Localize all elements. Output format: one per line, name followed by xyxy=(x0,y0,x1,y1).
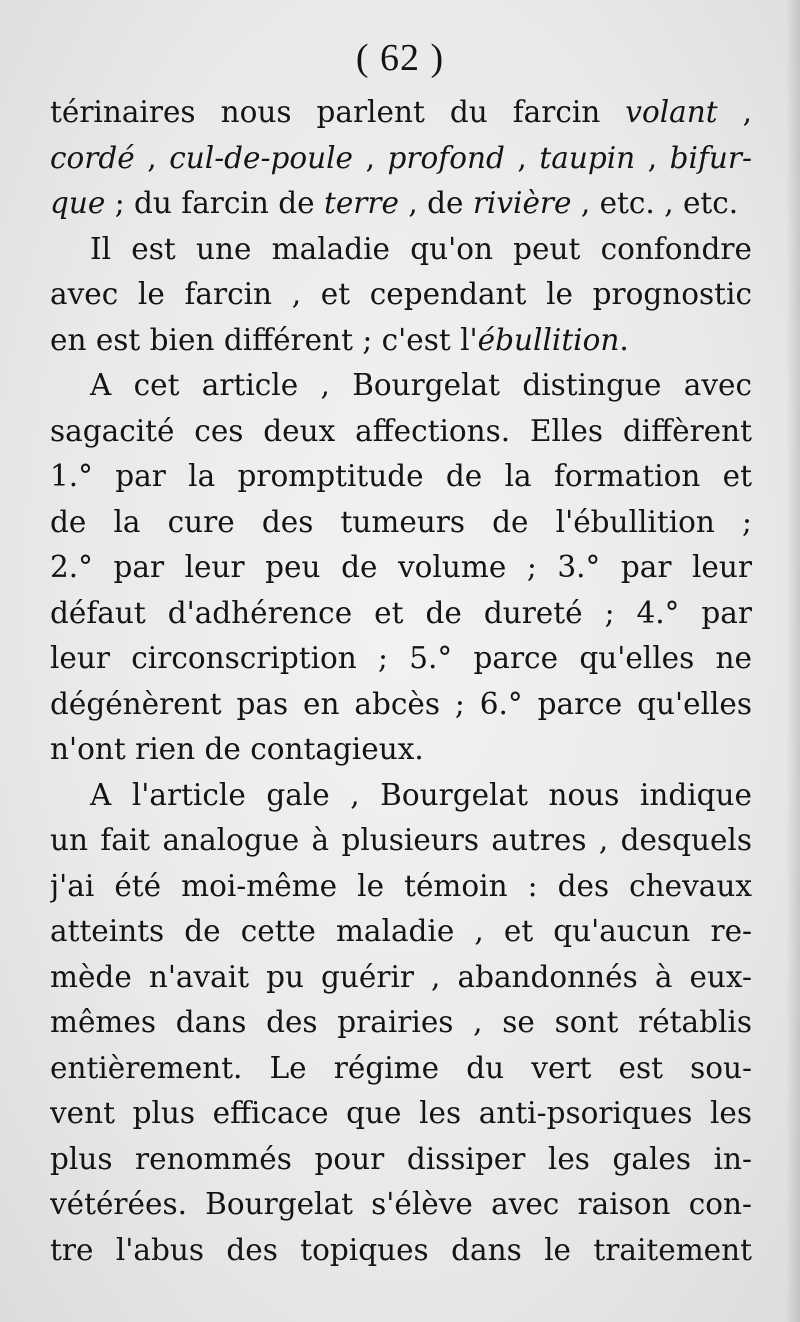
page-number: ( 62 ) xyxy=(355,37,445,79)
italic-text-run: profond xyxy=(387,140,505,175)
text-line xyxy=(50,227,752,273)
text-line xyxy=(50,1228,752,1274)
text-line xyxy=(50,500,752,546)
text-run: A l'article gale , Bourgelat nous indique xyxy=(90,777,752,812)
text-line xyxy=(50,591,752,637)
text-run: , xyxy=(504,140,540,175)
italic-text-run: rivière xyxy=(472,186,572,220)
text-run: , xyxy=(134,140,170,175)
page-body-text xyxy=(50,90,752,1273)
text-run: avec le farcin , et cependant le prognostic xyxy=(50,277,752,311)
text-run: ; du farcin de xyxy=(105,186,324,220)
text-line xyxy=(50,818,752,864)
text-line xyxy=(50,636,752,682)
text-run: , de xyxy=(398,186,473,220)
text-run: entièrement. Le régime du vert est sou- xyxy=(50,1050,752,1085)
text-line xyxy=(50,682,752,728)
text-run: leur circonscription ; 5.° parce qu'elles ne xyxy=(50,641,752,675)
text-line xyxy=(50,773,752,819)
text-run: de la cure des tumeurs de l'ébullition ; xyxy=(50,504,752,539)
text-line xyxy=(50,318,752,364)
text-line xyxy=(50,90,752,136)
text-run: dégénèrent pas en abcès ; 6.° parce qu'elles xyxy=(50,686,752,721)
text-line xyxy=(50,1182,752,1228)
text-line xyxy=(50,136,752,182)
text-run: mède n'avait pu guérir , abandonnés à eux- xyxy=(50,959,752,994)
text-line xyxy=(50,1091,752,1137)
italic-text-run: que xyxy=(50,186,106,220)
text-run: n'ont rien de contagieux. xyxy=(50,732,424,766)
text-run: térinaires nous parlent du farcin xyxy=(50,95,626,129)
text-run: vétérées. Bourgelat s'élève avec raison con- xyxy=(50,1187,752,1221)
italic-text-run: ébullition xyxy=(477,322,620,357)
text-run: atteints de cette maladie , et qu'aucun re- xyxy=(50,914,752,948)
text-run: plus renommés pour dissiper les gales in- xyxy=(50,1141,752,1176)
text-run: A cet article , Bourgelat distingue avec xyxy=(90,368,752,402)
text-line xyxy=(50,363,752,409)
text-run: . xyxy=(619,322,629,357)
text-run: en est bien différent ; c'est l' xyxy=(50,322,478,357)
text-line xyxy=(50,955,752,1001)
text-line xyxy=(50,181,752,227)
text-run: , xyxy=(717,95,752,129)
text-run: tre l'abus des topiques dans le traitement xyxy=(50,1232,752,1267)
page-edge-shadow xyxy=(786,0,800,1322)
italic-text-run: cul-de-poule xyxy=(169,140,354,175)
text-run: 1.° par la promptitude de la formation et xyxy=(50,459,752,493)
text-run: un fait analogue à plusieurs autres , desquels xyxy=(50,823,752,857)
text-line xyxy=(50,545,752,591)
text-run: vent plus efficace que les anti-psoriques les xyxy=(50,1096,752,1130)
italic-text-run: taupin xyxy=(539,140,636,175)
text-run: Il est une maladie qu'on peut confondre xyxy=(90,231,752,266)
text-run: mêmes dans des prairies , se sont rétablis xyxy=(50,1005,752,1039)
italic-text-run: cordé xyxy=(50,140,135,175)
text-line xyxy=(50,1046,752,1092)
text-line xyxy=(50,864,752,910)
text-line xyxy=(50,1000,752,1046)
text-run: sagacité ces deux affections. Elles diffèrent xyxy=(50,413,752,448)
text-line xyxy=(50,454,752,500)
text-run: 2.° par leur peu de volume ; 3.° par leur xyxy=(50,550,752,584)
text-line xyxy=(50,727,752,773)
text-run: , xyxy=(635,140,670,175)
italic-text-run: bifur- xyxy=(669,140,752,175)
text-run: , xyxy=(353,140,388,175)
text-run: j'ai été moi-même le témoin : des chevaux xyxy=(50,868,752,903)
text-line xyxy=(50,409,752,455)
text-line xyxy=(50,909,752,955)
italic-text-run: terre xyxy=(323,186,399,220)
text-line xyxy=(50,272,752,318)
text-run: , etc. , etc. xyxy=(571,186,739,220)
text-run: défaut d'adhérence et de dureté ; 4.° par xyxy=(50,595,752,630)
italic-text-run: volant xyxy=(625,95,718,129)
text-line xyxy=(50,1137,752,1183)
